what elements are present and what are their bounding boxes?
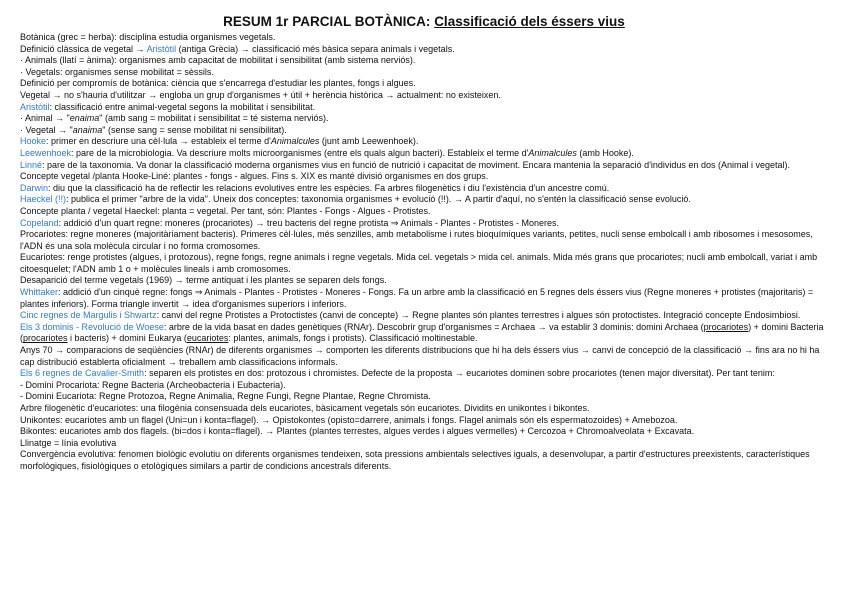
line-darwin: Darwin: diu que la classificació ha de reflectir les relacions evolutives entre les espècies. Fa arbres filogenètics i diu l'existència d'un ancestre comú. — [20, 182, 610, 193]
line-concepte-haeckel: Concepte planta / vegetal Haeckel: planta = vegetal. Per tant, són: Plantes - Fongs - Algues - Protistes. — [20, 205, 431, 216]
line-desaparicio: Desaparició del terme vegetals (1969) → terme antiquat i les plantes se separen dels fongs. — [20, 275, 387, 286]
line-margulis: Cinc regnes de Margulis i Shwartz: canvi del regne Protistes a Protoctistes (canvi de concepte) → Regne plantes són plantes terrestres i algues són protoctistes. Integració concepte Endosimbiosi. — [20, 310, 801, 321]
bullet-vegetals: · Vegetals: organismes sense mobilitat = sèssils. — [20, 66, 214, 77]
bullet-domini-eucariota: - Domini Eucariota: Regne Protozoa, Regne Animalia, Regne Fungi, Regne Plantae, Regne Chromista. — [20, 391, 431, 402]
line-definicio-compromis: Definició per compromís de botànica: ciència que s'encarrega d'estudiar les plantes, fongs i algues. — [20, 78, 416, 89]
bullet-animals: · Animals (llatí = ànima): organismes amb capacitat de mobilitat i sensibilitat (amb sistema nerviós). — [20, 55, 416, 66]
name-cavalier-smith: Els 6 regnes de Cavalier-Smith — [20, 368, 145, 379]
name-linne: Linné — [20, 159, 43, 170]
title-main: RESUM 1r PARCIAL BOTÀNICA: — [223, 14, 435, 29]
title-subtitle: Classificació dels éssers vius — [434, 14, 625, 29]
name-woese: Els 3 dominis - Revolució de Woese — [20, 321, 164, 332]
line-llinatge: Llinatge = línia evolutiva — [20, 437, 117, 448]
line-hooke: Hooke: primer en descriure una cèl·lula → estableix el terme d'Animalcules (junt amb Leewenhoek). — [20, 136, 419, 147]
name-margulis: Cinc regnes de Margulis i Shwartz — [20, 310, 157, 321]
line-vegetal: Vegetal → no s'hauria d'utilitzar → engloba un grup d'organismes + útil + herència històrica → actualment: no existeixen. — [20, 89, 501, 100]
line-anys-70: Anys 70 → comparacions de seqüències (RNAr) de diferents organismes → comporten les diferents distribucions que hi ha dels éssers vius → canvi de concepció de la classificació → fins ara no hi ha cap distribució establerta oficialment → treballem amb classificacions informals. — [20, 345, 820, 367]
name-aristotil: Aristòtil — [20, 101, 50, 112]
line-definicio-classica: Definició clàssica de vegetal → Aristòtil (antiga Grècia) → classificació més bàsica separa animals i vegetals. — [20, 43, 455, 54]
line-bikontes: Bikontes: eucariotes amb dos flagels. (bi=dos i konta=flagel). → Plantes (plantes terrestes, algues verdes i algues vermelles) + Cercozoa + Chromoalveolata + Excavata. — [20, 426, 695, 437]
line-copeland: Copeland: addició d'un quart regne: moneres (procariotes) → treu bacteris del regne protista ⇒ Animals - Plantes - Protistes - Moneres. — [20, 217, 560, 228]
name-darwin: Darwin — [20, 182, 49, 193]
bullet-domini-procariota: - Domini Procariota: Regne Bacteria (Archeobacteria i Eubacteria). — [20, 379, 286, 390]
line-haeckel: Haeckel (!!): publica el primer "arbre de la vida". Uneix dos conceptes: taxonomia organismes + evolució (!!). → A partir d'aquí, no s'entén la classificació sense evolució. — [20, 194, 691, 205]
name-aristotil: Aristòtil — [146, 43, 177, 54]
line-botanica: Botànica (grec = herba): disciplina estudia organismes vegetals. — [20, 32, 276, 42]
bullet-animal-enaima: · Animal → "enaima" (amb sang = mobilitat i sensibilitat = té sistema nerviós). — [20, 113, 329, 124]
line-cavalier-smith: Els 6 regnes de Cavalier-Smith: separen els protistes en dos: protozous i chromistes. Defecte de la proposta → eucariotes dominen sobre procariotes (tenen major diversitat). Per tant tenim: — [20, 368, 775, 379]
name-haeckel: Haeckel (!!) — [20, 194, 67, 205]
line-concepte-hooke-line: Concepte vegetal /planta Hooke-Liné: plantes - fongs - algues. Fins s. XIX es manté divisió organismes en dos grups. — [20, 171, 489, 182]
name-hooke: Hooke — [20, 136, 47, 147]
bullet-vegetal-anaima: · Vegetal → "anaima" (sense sang = sense mobilitat ni sensibilitat). — [20, 124, 287, 135]
line-eucariotes: Eucariotes: renge protistes (algues, i protozous), regne fongs, regne animals i regne vegetals. Mida cel. vegetals > mida cel. animals. Mida més grans que procariotes; nucli amb embolcall, variat i amb citoesquelet; l'ADN amb 1 o + molècules lineals i amb cromosomes. — [20, 252, 818, 274]
page-title — [20, 13, 828, 30]
name-whittaker: Whittaker — [20, 287, 59, 298]
line-aristotil: Aristòtil: classificació entre animal-vegetal segons la mobilitat i sensibilitat. — [20, 101, 316, 112]
line-linne: Linné: pare de la taxonomia. Va donar la classificació moderna organismes vius en funció de nutrició i capacitat de moviment. Encara mantenia la separació d'individus en dos (Animal i vegetal). — [20, 159, 790, 170]
line-leewenhoek: Leewenhoek: pare de la microbiologia. Va descriure molts microorganismes (entre els quals algun bacteri). Estableix el terme d'Animalcules (amb Hooke). — [20, 147, 634, 158]
line-woese: Els 3 dominis - Revolució de Woese: arbre de la vida basat en dades genètiques (RNAr). Descobrir grup d'organismes = Archaea → va establir 3 dominis: domini Archaea (procariotes) + domini Bacteria (procariotes i bacteris) + domini Eukarya (eucariotes: plantes, animals, fongs i protists). Classificació moltinestable. — [20, 321, 824, 344]
line-whittaker: Whittaker: addició d'un cinquè regne: fongs ⇒ Animals - Plantes - Protistes - Moneres - Fongs. Fa un arbre amb la classificació en 5 regnes dels éssers vius (Regne moneres + protistes (majoritaris) = plantes inferiors). Forma triangle invertit → idea d'organismes superiors i inferiors. — [20, 287, 814, 309]
line-unikontes: Unikontes: eucariotes amb un flagel (Uni=un i konta=flagel). → Opistokontes (opisto=darrere, animals i fongs. Flagel animals són els espermatozoides) + Amebozoa. — [20, 414, 678, 425]
line-arbre-filogenetic: Arbre filogenètic d'eucariotes: una filogènia consensuada dels eucariotes, bàsicament vegetals són eucariotes. Dividits en unikontes i bikontes. — [20, 403, 590, 413]
line-convergencia: Convergència evolutiva: fenomen biològic evolutiu on diferents organismes tendeixen, sota pressions ambientals selectives iguals, a desenvolupar, a partir d'estructures preexistents, característiques morfològiques, fisiològiques o etològiques similars a partir de condicions ancestrals diferents. — [20, 449, 810, 471]
name-copeland: Copeland — [20, 217, 59, 228]
name-leewenhoek: Leewenhoek — [20, 147, 72, 158]
line-procariotes: Procariotes: regne moneres (majoritàriament bacteris). Primeres cèl·lules, més senzilles, amb metabolisme i rutes bioquímiques variants, petites, nucli sense embolcall i amb ribosomes i mesosomes, l'ADN és una sola molècula circular i no forma cromosomes. — [20, 229, 813, 251]
